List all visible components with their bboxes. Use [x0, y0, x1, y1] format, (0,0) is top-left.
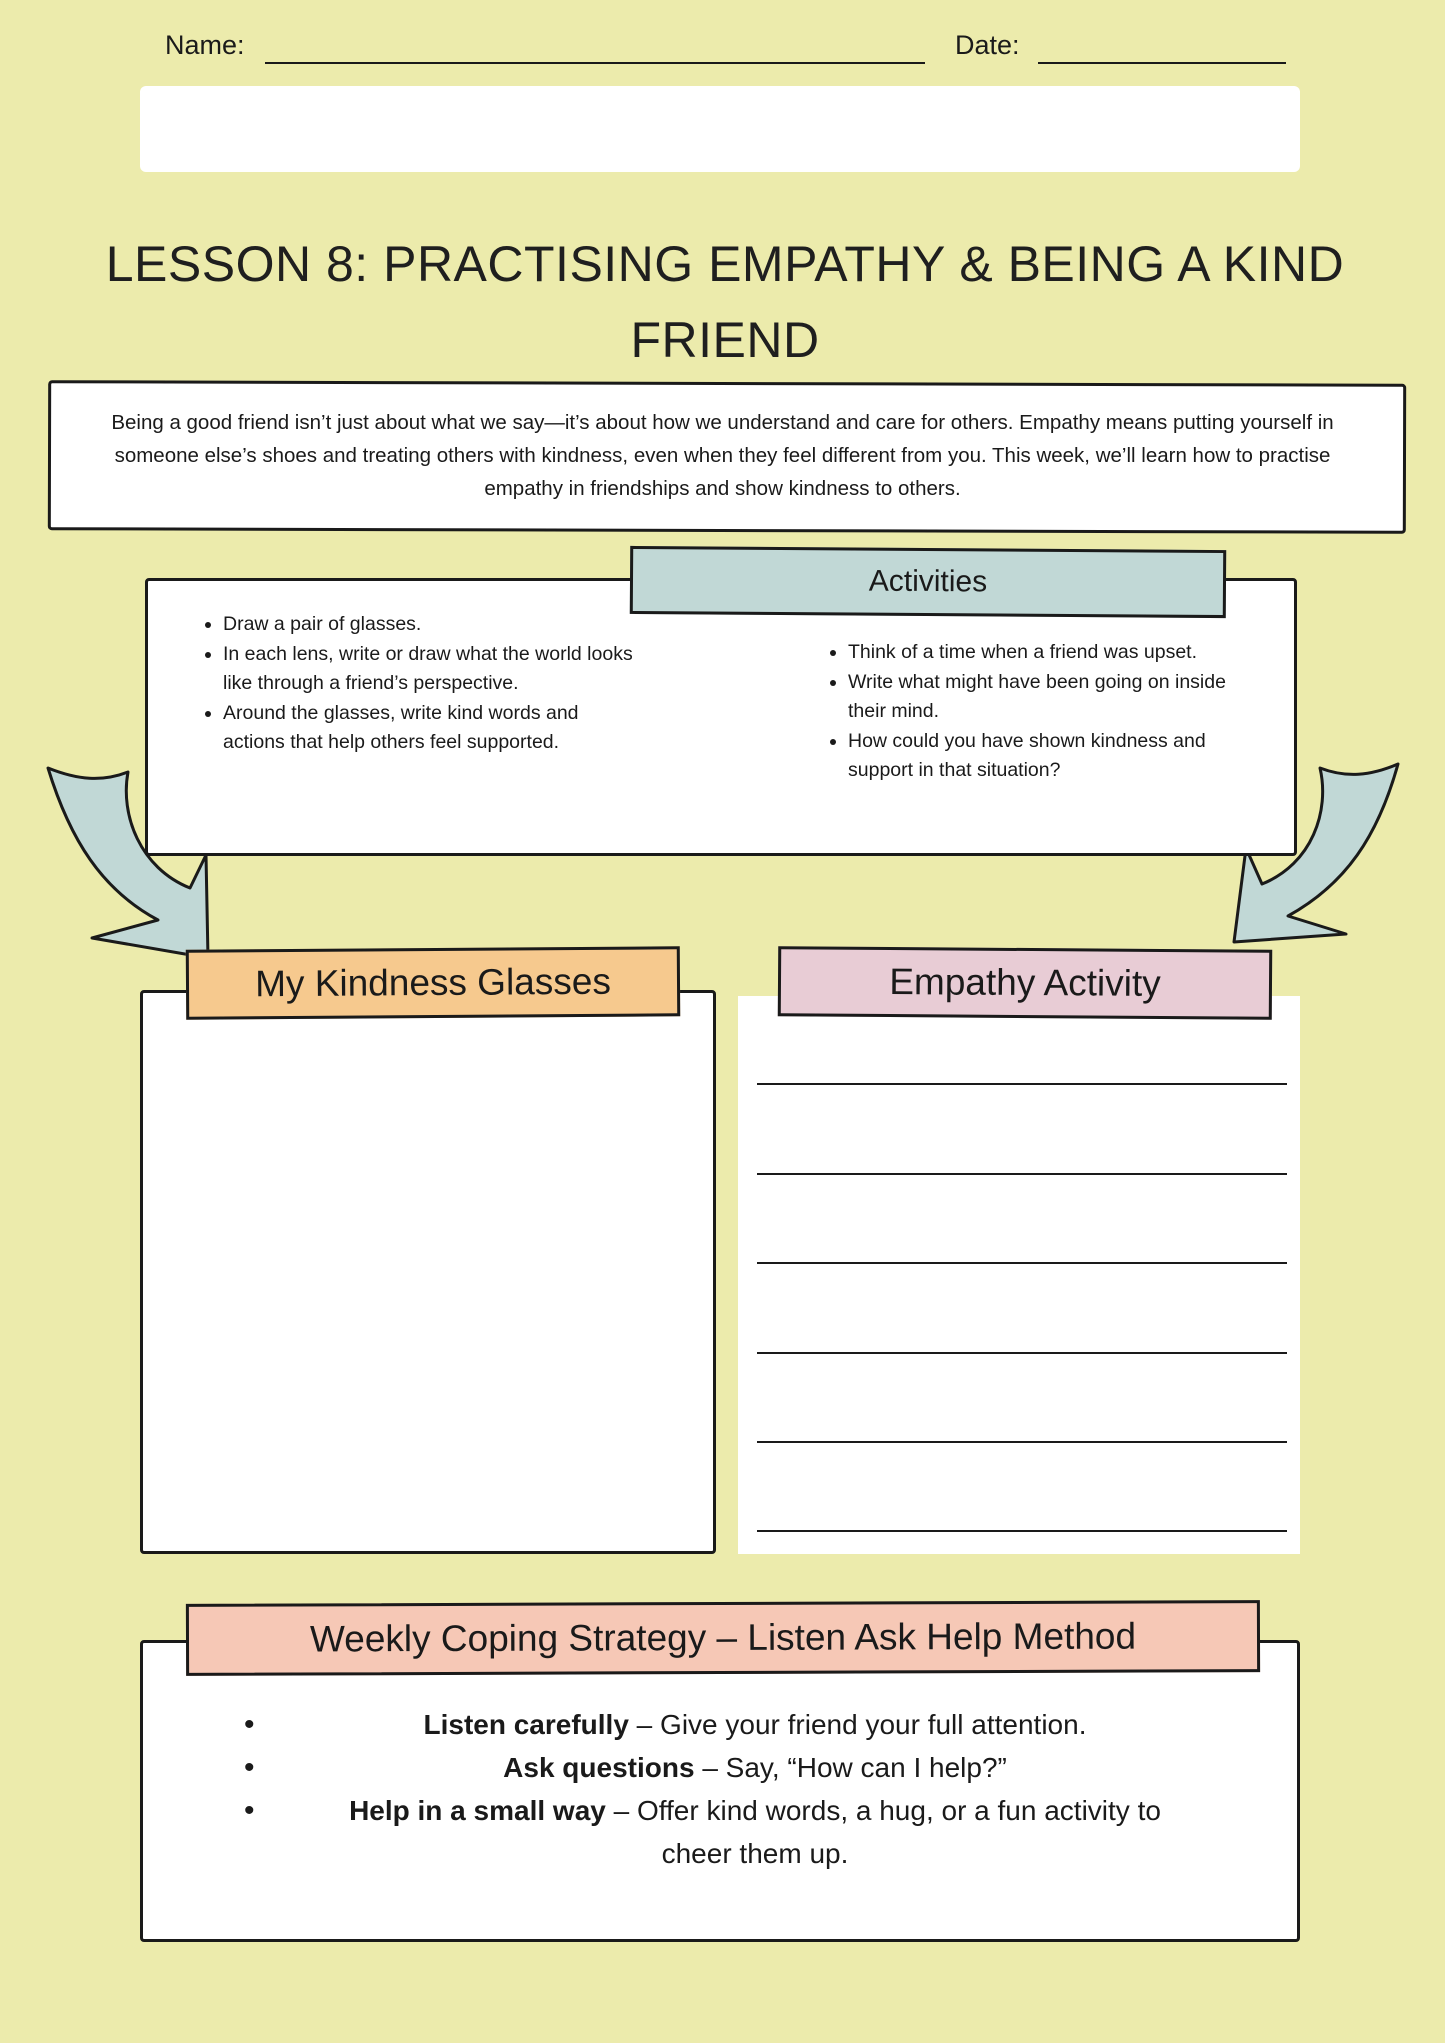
activities-right-list: [820, 638, 1240, 786]
date-label: Date:: [955, 30, 1020, 60]
name-field[interactable]: [265, 62, 925, 64]
empathy-writing-area: [738, 996, 1300, 1554]
list-item: • Draw a pair of glasses.: [223, 610, 635, 640]
name-label: Name:: [165, 30, 245, 60]
glasses-drawing-area[interactable]: [140, 990, 716, 1554]
list-item: • Think of a time when a friend was upset.: [848, 638, 1240, 668]
title-line-2: FRIEND: [630, 312, 820, 368]
list-item: • In each lens, write or draw what the world looks like through a friend’s perspective.: [223, 640, 635, 699]
coping-item-title: Help in a small way: [349, 1795, 606, 1826]
writing-line[interactable]: [757, 1530, 1287, 1532]
writing-line[interactable]: [757, 1173, 1287, 1175]
coping-item-text: – Offer kind words, a hug, or a fun activity to: [605, 1795, 1161, 1826]
name-date-strip: [140, 86, 1300, 172]
writing-line[interactable]: [757, 1262, 1287, 1264]
bullet-icon: •: [244, 1794, 255, 1827]
coping-item-title: Ask questions: [503, 1752, 695, 1783]
intro-text: Being a good friend isn’t just about what we say—it’s about how we understand and care for others. Empathy means putting yourself in someone else’s shoes and treating others with kindness, even when they feel different from you. This week, we’ll learn how to practise empathy in friendships and show kindness to others.: [111, 411, 1334, 500]
coping-item-help-continued: [280, 1832, 1230, 1875]
list-item: • How could you have shown kindness and support in that situation?: [848, 727, 1240, 786]
coping-item-title: Listen carefully: [423, 1709, 629, 1740]
writing-line[interactable]: [757, 1083, 1287, 1085]
list-item: • Around the glasses, write kind words and actions that help others feel supported.: [223, 699, 635, 758]
coping-heading: Weekly Coping Strategy – Listen Ask Help Method: [186, 1600, 1260, 1676]
glasses-heading: My Kindness Glasses: [186, 946, 680, 1019]
activities-heading: Activities: [630, 546, 1226, 618]
coping-item-text: – Say, “How can I help?”: [694, 1752, 1007, 1783]
writing-line[interactable]: [757, 1352, 1287, 1354]
bullet-icon: •: [244, 1751, 255, 1784]
coping-item-listen: [280, 1703, 1230, 1746]
coping-item-text: – Give your friend your full attention.: [628, 1709, 1087, 1740]
coping-item-text: cheer them up.: [661, 1838, 849, 1869]
activities-left-list: [195, 610, 635, 758]
bullet-icon: •: [244, 1708, 255, 1741]
title-line-1: LESSON 8: PRACTISING EMPATHY & BEING A KIND: [105, 236, 1345, 292]
writing-line[interactable]: [757, 1441, 1287, 1443]
coping-item-help: [280, 1789, 1230, 1832]
list-item: • Write what might have been going on inside their mind.: [848, 668, 1240, 727]
date-field[interactable]: [1038, 62, 1286, 64]
page-title: [60, 226, 1390, 378]
coping-item-ask: [280, 1746, 1230, 1789]
empathy-heading: Empathy Activity: [778, 946, 1272, 1019]
